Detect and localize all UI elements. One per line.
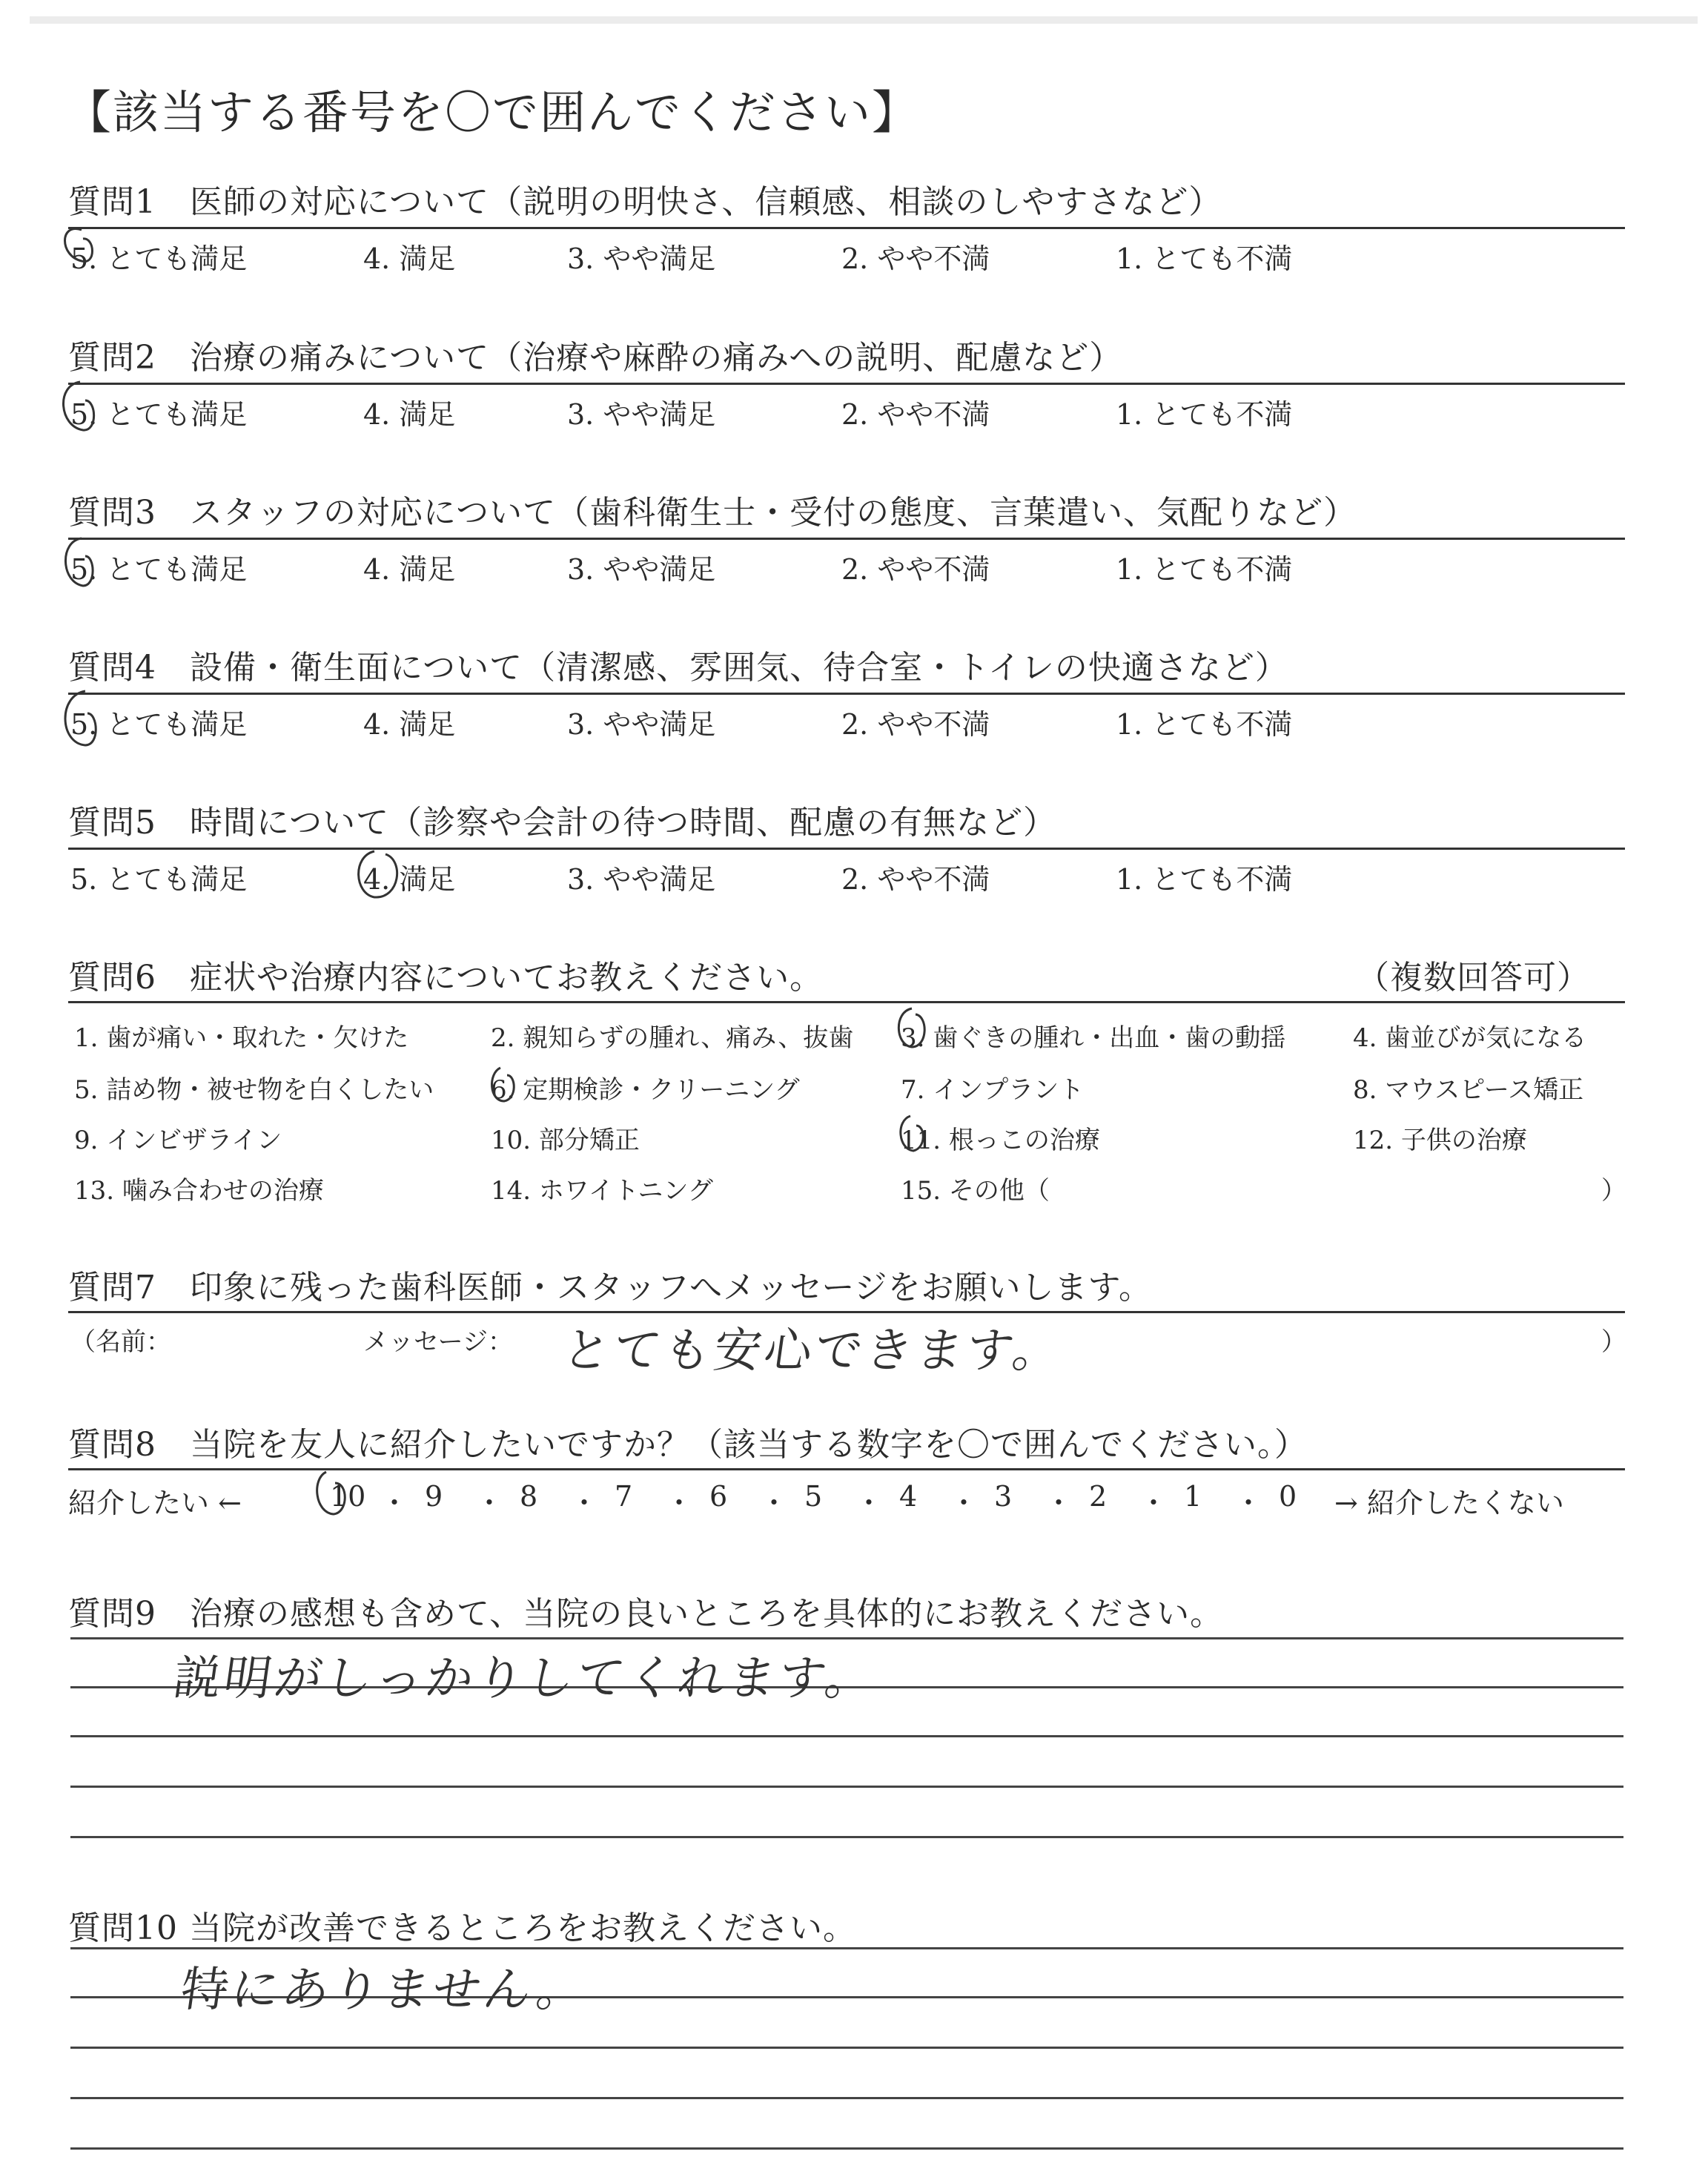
q1-option-4[interactable]: 4. 満足 <box>363 242 456 275</box>
question-10-title: 質問10 当院が改善できるところをお教えください。 <box>68 1909 856 1947</box>
question-1-rule <box>68 227 1625 229</box>
q5-option-4[interactable]: 4. 満足 <box>363 863 456 896</box>
q7-message-label: メッセージ： <box>363 1327 513 1357</box>
q3-option-3[interactable]: 3. やや満足 <box>567 553 716 586</box>
q7-close-paren: ） <box>1601 1327 1626 1357</box>
q6-option-5[interactable]: 5. 詰め物・被せ物を白くしたい <box>74 1075 434 1105</box>
q6-option-3[interactable]: 3. 歯ぐきの腫れ・出血・歯の動揺 <box>901 1023 1286 1053</box>
q3-option-2[interactable]: 2. やや不満 <box>841 553 990 586</box>
question-5-rule <box>68 848 1625 850</box>
q6-option-15[interactable]: 15. その他（ <box>901 1176 1050 1206</box>
q8-scale-separator: ・ <box>1139 1487 1168 1519</box>
q8-scale-separator: ・ <box>1234 1487 1263 1519</box>
q5-option-2[interactable]: 2. やや不満 <box>841 863 990 896</box>
q10-answer-line-5 <box>70 2147 1623 2150</box>
q8-left-label: 紹介したい ← <box>68 1487 242 1519</box>
q9-answer-line-1 <box>70 1637 1623 1639</box>
q6-option-4[interactable]: 4. 歯並びが気になる <box>1353 1023 1587 1053</box>
q3-option-4[interactable]: 4. 満足 <box>363 553 456 586</box>
page-header: 【該当する番号を〇で囲んでください】 <box>65 85 920 139</box>
q6-option-7[interactable]: 7. インプラント <box>901 1075 1085 1105</box>
question-4-title: 質問4 設備・衛生面について（清潔感、雰囲気、待合室・トイレの快適さなど） <box>68 649 1288 687</box>
q8-scale-separator: ・ <box>380 1487 409 1519</box>
q6-option-10[interactable]: 10. 部分矯正 <box>491 1126 640 1155</box>
question-8-title: 質問8 当院を友人に紹介したいですか？（該当する数字を〇で囲んでください。） <box>68 1426 1308 1464</box>
q8-scale-separator: ・ <box>665 1487 694 1519</box>
q8-scale-number-1[interactable]: 1 <box>1184 1480 1202 1513</box>
q6-other-close-paren: ） <box>1601 1176 1626 1206</box>
q8-scale-separator: ・ <box>760 1487 789 1519</box>
q6-option-14[interactable]: 14. ホワイトニング <box>491 1176 713 1206</box>
q3-option-5[interactable]: 5. とても満足 <box>70 553 248 586</box>
q4-option-4[interactable]: 4. 満足 <box>363 708 456 741</box>
q1-option-1[interactable]: 1. とても不満 <box>1116 242 1293 275</box>
q1-option-3[interactable]: 3. やや満足 <box>567 242 716 275</box>
q8-scale-number-9[interactable]: 9 <box>425 1480 443 1513</box>
q2-option-4[interactable]: 4. 満足 <box>363 398 456 431</box>
q4-option-5[interactable]: 5. とても満足 <box>70 708 248 741</box>
q8-scale-separator: ・ <box>950 1487 979 1519</box>
q8-scale-number-2[interactable]: 2 <box>1089 1480 1108 1513</box>
q8-scale-number-4[interactable]: 4 <box>899 1480 918 1513</box>
q8-scale-number-5[interactable]: 5 <box>804 1480 823 1513</box>
q8-right-label: → 紹介したくない <box>1334 1487 1564 1519</box>
q6-option-9[interactable]: 9. インビザライン <box>74 1126 282 1155</box>
question-1-title: 質問1 医師の対応について（説明の明快さ、信頼感、相談のしやすさなど） <box>68 183 1222 221</box>
q7-message-handwritten[interactable]: とても安心できます。 <box>558 1324 1068 1378</box>
q1-option-2[interactable]: 2. やや不満 <box>841 242 990 275</box>
q8-scale-number-7[interactable]: 7 <box>615 1480 633 1513</box>
q8-scale-number-8[interactable]: 8 <box>520 1480 538 1513</box>
q2-option-2[interactable]: 2. やや不満 <box>841 398 990 431</box>
q5-option-5[interactable]: 5. とても満足 <box>70 863 248 896</box>
question-5-title: 質問5 時間について（診察や会計の待つ時間、配慮の有無など） <box>68 804 1057 842</box>
question-8-rule <box>68 1468 1625 1470</box>
q4-option-2[interactable]: 2. やや不満 <box>841 708 990 741</box>
q8-scale-separator: ・ <box>855 1487 884 1519</box>
q6-option-12[interactable]: 12. 子供の治療 <box>1353 1126 1527 1155</box>
q6-option-11[interactable]: 11. 根っこの治療 <box>901 1126 1100 1155</box>
question-7-title: 質問7 印象に残った歯科医師・スタッフへメッセージをお願いします。 <box>68 1269 1152 1307</box>
question-2-rule <box>68 383 1625 385</box>
question-3-title: 質問3 スタッフの対応について（歯科衛生士・受付の態度、言葉遣い、気配りなど） <box>68 494 1357 532</box>
q6-option-8[interactable]: 8. マウスピース矯正 <box>1353 1075 1584 1105</box>
q5-option-3[interactable]: 3. やや満足 <box>567 863 716 896</box>
question-3-rule <box>68 538 1625 540</box>
q2-option-3[interactable]: 3. やや満足 <box>567 398 716 431</box>
q10-answer-handwritten[interactable]: 特にありません。 <box>176 1963 592 2018</box>
q10-answer-line-1 <box>70 1947 1623 1949</box>
question-2-title: 質問2 治療の痛みについて（治療や麻酔の痛みへの説明、配慮など） <box>68 339 1123 377</box>
q2-option-5[interactable]: 5. とても満足 <box>70 398 248 431</box>
q4-option-3[interactable]: 3. やや満足 <box>567 708 716 741</box>
q2-option-1[interactable]: 1. とても不満 <box>1116 398 1293 431</box>
q6-option-2[interactable]: 2. 親知らずの腫れ、痛み、抜歯 <box>491 1023 854 1053</box>
q6-option-6[interactable]: 6. 定期検診・クリーニング <box>491 1075 800 1105</box>
q6-option-1[interactable]: 1. 歯が痛い・取れた・欠けた <box>74 1023 409 1053</box>
q9-answer-line-5 <box>70 1836 1623 1838</box>
question-9-title: 質問9 治療の感想も含めて、当院の良いところを具体的にお教えください。 <box>68 1595 1224 1633</box>
q6-option-13[interactable]: 13. 噛み合わせの治療 <box>74 1176 324 1206</box>
q10-answer-line-3 <box>70 2047 1623 2049</box>
q9-answer-line-4 <box>70 1786 1623 1788</box>
q8-scale-number-10[interactable]: 10 <box>330 1480 366 1513</box>
q9-answer-line-3 <box>70 1735 1623 1737</box>
q3-option-1[interactable]: 1. とても不満 <box>1116 553 1293 586</box>
q8-scale-number-3[interactable]: 3 <box>994 1480 1013 1513</box>
q5-option-1[interactable]: 1. とても不満 <box>1116 863 1293 896</box>
q9-answer-handwritten[interactable]: 説明がしっかりしてくれます。 <box>169 1651 880 1706</box>
q8-scale-separator: ・ <box>475 1487 504 1519</box>
q1-option-5[interactable]: 5. とても満足 <box>70 242 248 275</box>
q8-scale-separator: ・ <box>1045 1487 1073 1519</box>
q7-name-label: （名前： <box>70 1327 171 1357</box>
q8-scale-separator: ・ <box>570 1487 599 1519</box>
q8-scale-number-6[interactable]: 6 <box>709 1480 728 1513</box>
question-6-note: （複数回答可） <box>1357 959 1590 997</box>
question-6-title: 質問6 症状や治療内容についてお教えください。 <box>68 959 824 997</box>
question-6-rule <box>68 1001 1625 1003</box>
question-4-rule <box>68 693 1625 695</box>
q8-scale-number-0[interactable]: 0 <box>1279 1480 1297 1513</box>
q10-answer-line-4 <box>70 2097 1623 2099</box>
scan-edge <box>30 16 1698 24</box>
q4-option-1[interactable]: 1. とても不満 <box>1116 708 1293 741</box>
